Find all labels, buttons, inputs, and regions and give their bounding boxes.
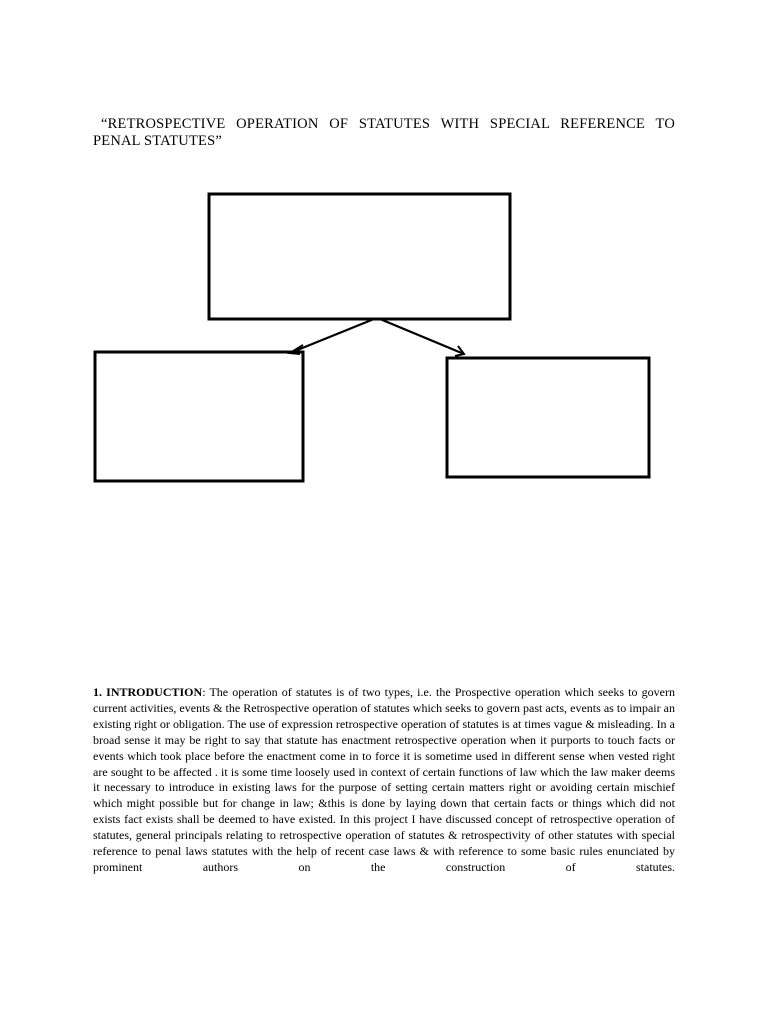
diagram-box-top: [209, 194, 510, 319]
arrow-right-line: [380, 319, 464, 354]
title-line-2: PENAL STATUTES”: [93, 133, 222, 149]
arrow-left-line: [290, 319, 374, 353]
introduction-paragraph: [93, 685, 675, 876]
diagram-box-right: [447, 358, 649, 477]
intro-text: : The operation of statutes is of two types, i.e. the Prospective operation which seeks to govern current activities, events & the Retrospective operation of statutes which seeks to govern past acts, events as to impair an existing right or obligation. The use of expression retrospective operation of statutes is at times vague & misleading. In a broad sense it may be right to say that statute has enactment retrospective operation when it purports to touch facts or events which took place before the enactment come in to force it is sometime used in different sense when vested right are sought to be affected . it is some time loosely used in context of certain functions of law which the law maker deems it necessary to introduce in existing laws for the purpose of setting certain matters right or avoiding certain mischief which might possible but for change in law; &this is done by laying down that certain facts or things which did not exists fact exists shall be deemed to have existed. In this project I have discussed concept of retrospective operation of statutes, general principals relating to retrospective operation of statutes & retrospectivity of other statutes with special reference to penal laws statutes with the help of recent case laws & with reference to some basic rules enunciated by prominent authors on the construction of statutes.: [93, 685, 675, 874]
title-line-1: “RETROSPECTIVE OPERATION OF STATUTES WITH SPECIAL REFERENCE TO: [101, 116, 675, 132]
diagram-box-left: [95, 352, 303, 481]
section-heading: 1. INTRODUCTION: [93, 685, 203, 699]
